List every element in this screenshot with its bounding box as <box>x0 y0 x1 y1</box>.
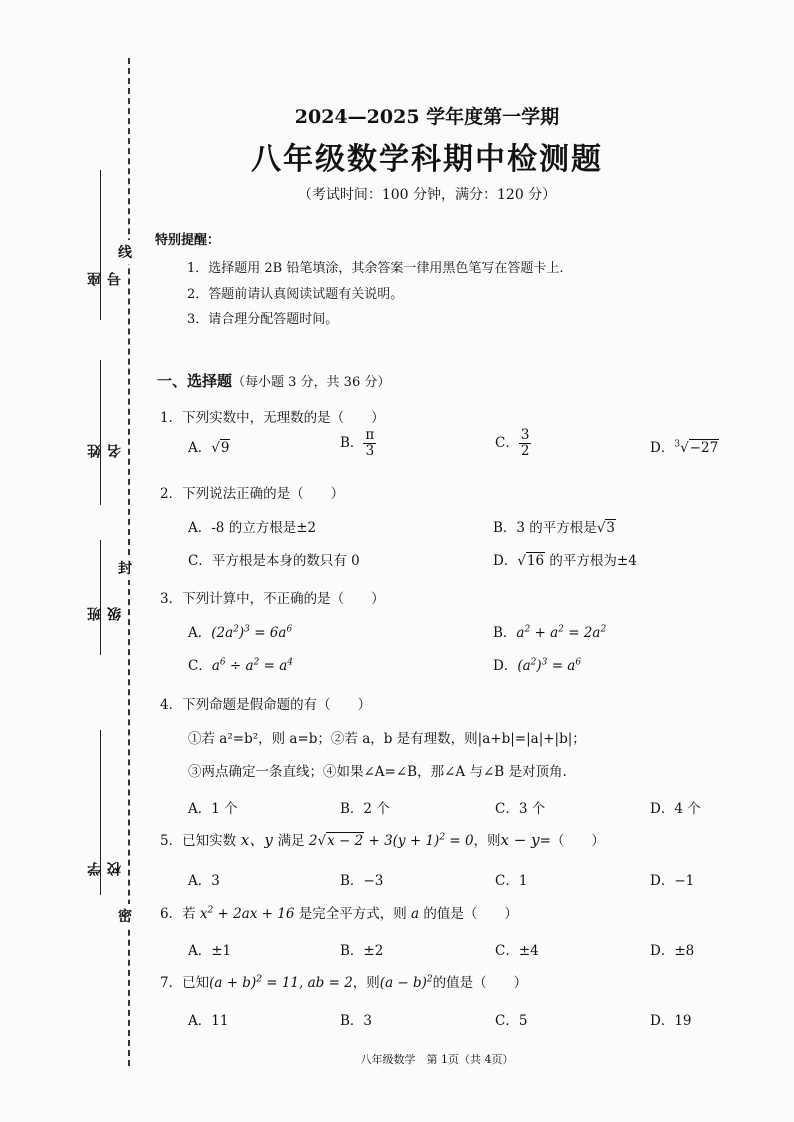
q4-statement-line-2: ③两点确定一条直线；④如果∠A=∠B，那∠A 与∠B 是对顶角. <box>188 764 567 780</box>
q3-option-d[interactable]: D．$(a^2)^3 = a^6$ <box>493 657 582 674</box>
name-line <box>100 360 101 505</box>
q5-option-b[interactable]: B．−3 <box>340 873 384 889</box>
notice-item: 3．请合理分配答题时间。 <box>187 312 339 327</box>
q5-option-c[interactable]: C．1 <box>495 873 528 889</box>
seat-number-label: 座号 <box>87 270 123 286</box>
page-footer: 八年级数学 第 1页（共 4页） <box>360 1053 514 1066</box>
q3-option-b[interactable]: B．$a^2 + a^2 = 2a^2$ <box>493 624 607 641</box>
seal-char-feng: 封 <box>118 556 132 580</box>
notice-item: 2．答题前请认真阅读试题有关说明。 <box>187 287 404 302</box>
q2-option-b[interactable]: B．3 的平方根是√3 <box>493 520 616 536</box>
option-letter: A． <box>188 440 212 456</box>
q2-option-a[interactable]: A．-8 的立方根是±2 <box>188 520 317 536</box>
fraction-denominator: 3 <box>365 442 375 459</box>
q1-b-fraction <box>363 428 376 459</box>
notice-item: 1．选择题用 2B 铅笔填涂，其余答案一律用黑色笔写在答题卡上. <box>187 261 564 276</box>
q6-option-b[interactable]: B．±2 <box>340 943 384 959</box>
stem-text: 6．若 <box>160 906 196 922</box>
question-2-stem: 2．下列说法正确的是（ ） <box>160 486 345 502</box>
option-letter: D． <box>493 553 518 569</box>
question-7-stem: 7．已知$(a + b)^2 = 11$, ab = 2，则$(a - b)^2$的值是（ ） <box>160 974 528 991</box>
q3-option-c[interactable]: C．$a^6 \div a^2 = a^4$ <box>188 657 294 674</box>
question-3-stem: 3．下列计算中，不正确的是（ ） <box>160 591 385 607</box>
school-label: 学校 <box>87 860 123 876</box>
q6-option-c[interactable]: C．±4 <box>495 943 539 959</box>
fraction-numerator: π <box>365 427 375 443</box>
option-letter: C． <box>188 658 212 674</box>
q7-option-c[interactable]: C．5 <box>495 1013 528 1029</box>
q4-statement-line-1: ①若 a²=b²，则 a=b；②若 a，b 是有理数，则|a+b|=|a|+|b|； <box>188 731 586 747</box>
exam-title: 八年级数学科期中检测题 <box>251 142 603 177</box>
option-letter: C． <box>495 434 519 451</box>
q2-option-c[interactable]: C．平方根是本身的数只有 0 <box>188 553 360 569</box>
q4-option-c[interactable]: C．3 个 <box>495 801 546 817</box>
stem-text: ，则 <box>473 833 501 849</box>
option-letter: A． <box>188 625 212 641</box>
q1-option-a[interactable]: A．√9 <box>188 440 230 456</box>
q5-option-a[interactable]: A．3 <box>188 873 220 889</box>
q7-option-a[interactable]: A．11 <box>188 1013 229 1029</box>
q1-option-c[interactable] <box>495 428 531 459</box>
class-label: 班级 <box>87 605 123 621</box>
q6-option-a[interactable]: A．±1 <box>188 943 232 959</box>
question-1-stem: 1．下列实数中，无理数的是（ ） <box>160 410 385 426</box>
stem-text: 是完全平方式，则 <box>298 906 407 922</box>
stem-text: =（ ） <box>539 833 605 849</box>
class-line <box>100 540 101 655</box>
school-year-line: 2024—2025 学年度第一学期 <box>294 106 560 128</box>
seal-char-xian: 线 <box>118 240 132 264</box>
section-heading <box>157 370 390 391</box>
seal-char-mi: 密 <box>118 904 132 928</box>
q1-option-d[interactable]: D．$^3$√−27 <box>650 439 719 456</box>
question-6-stem: 6．若 $x^2 + 2ax + 16$ 是完全平方式，则 a 的值是（ ） <box>160 905 518 922</box>
q1-d-radicand: −27 <box>689 440 719 456</box>
q4-option-a[interactable]: A．1 个 <box>188 801 238 817</box>
q5-option-d[interactable]: D．−1 <box>650 873 695 889</box>
exam-info: （考试时间：100 分钟，满分：120 分） <box>297 187 557 203</box>
question-4-stem: 4．下列命题是假命题的有（ ） <box>160 697 372 713</box>
q6-option-d[interactable]: D．±8 <box>650 943 695 959</box>
section-note: （每小题 3 分，共 36 分） <box>232 375 391 390</box>
stem-text: 7．已知 <box>160 975 210 991</box>
q2-b-radicand: 3 <box>606 520 616 536</box>
q7-option-b[interactable]: B．3 <box>340 1013 373 1029</box>
section-title: 一、选择题 <box>157 372 233 390</box>
q2-option-d[interactable]: D．√16 的平方根为±4 <box>493 553 637 569</box>
q3-option-a[interactable]: A．$(2a^2)^3 = 6a^6$ <box>188 624 293 641</box>
notice-heading: 特别提醒： <box>155 233 221 248</box>
q4-option-b[interactable]: B．2 个 <box>340 801 390 817</box>
root-index: 3 <box>674 439 681 450</box>
option-letter: D． <box>650 440 675 456</box>
fraction-denominator: 2 <box>520 442 530 459</box>
stem-text: 满足 <box>277 833 305 849</box>
q4-option-d[interactable]: D．4 个 <box>650 801 701 817</box>
q7-option-d[interactable]: D．19 <box>650 1013 692 1029</box>
option-text: B．3 的平方根是 <box>493 520 597 536</box>
option-text: 的平方根为±4 <box>549 553 637 569</box>
stem-text: ，则 <box>352 975 380 991</box>
q1-a-radicand: 9 <box>220 440 230 456</box>
stem-text: 5．已知实数 <box>160 833 237 849</box>
name-label: 姓名 <box>87 442 123 458</box>
option-letter: B． <box>493 625 517 641</box>
fraction-numerator: 3 <box>520 427 530 443</box>
option-letter: D． <box>493 658 518 674</box>
q1-c-fraction <box>519 428 532 459</box>
q2-d-radicand: 16 <box>526 553 545 569</box>
option-letter: B． <box>340 434 364 451</box>
question-5-stem: 5．已知实数 x、y 满足 $2√x - 2 + 3(y + 1)^2 = 0$，则x − y=（ ） <box>160 831 605 849</box>
stem-text: 的值是（ ） <box>423 906 518 922</box>
q1-option-b[interactable] <box>340 428 376 459</box>
stem-text: 的值是（ ） <box>432 975 528 991</box>
